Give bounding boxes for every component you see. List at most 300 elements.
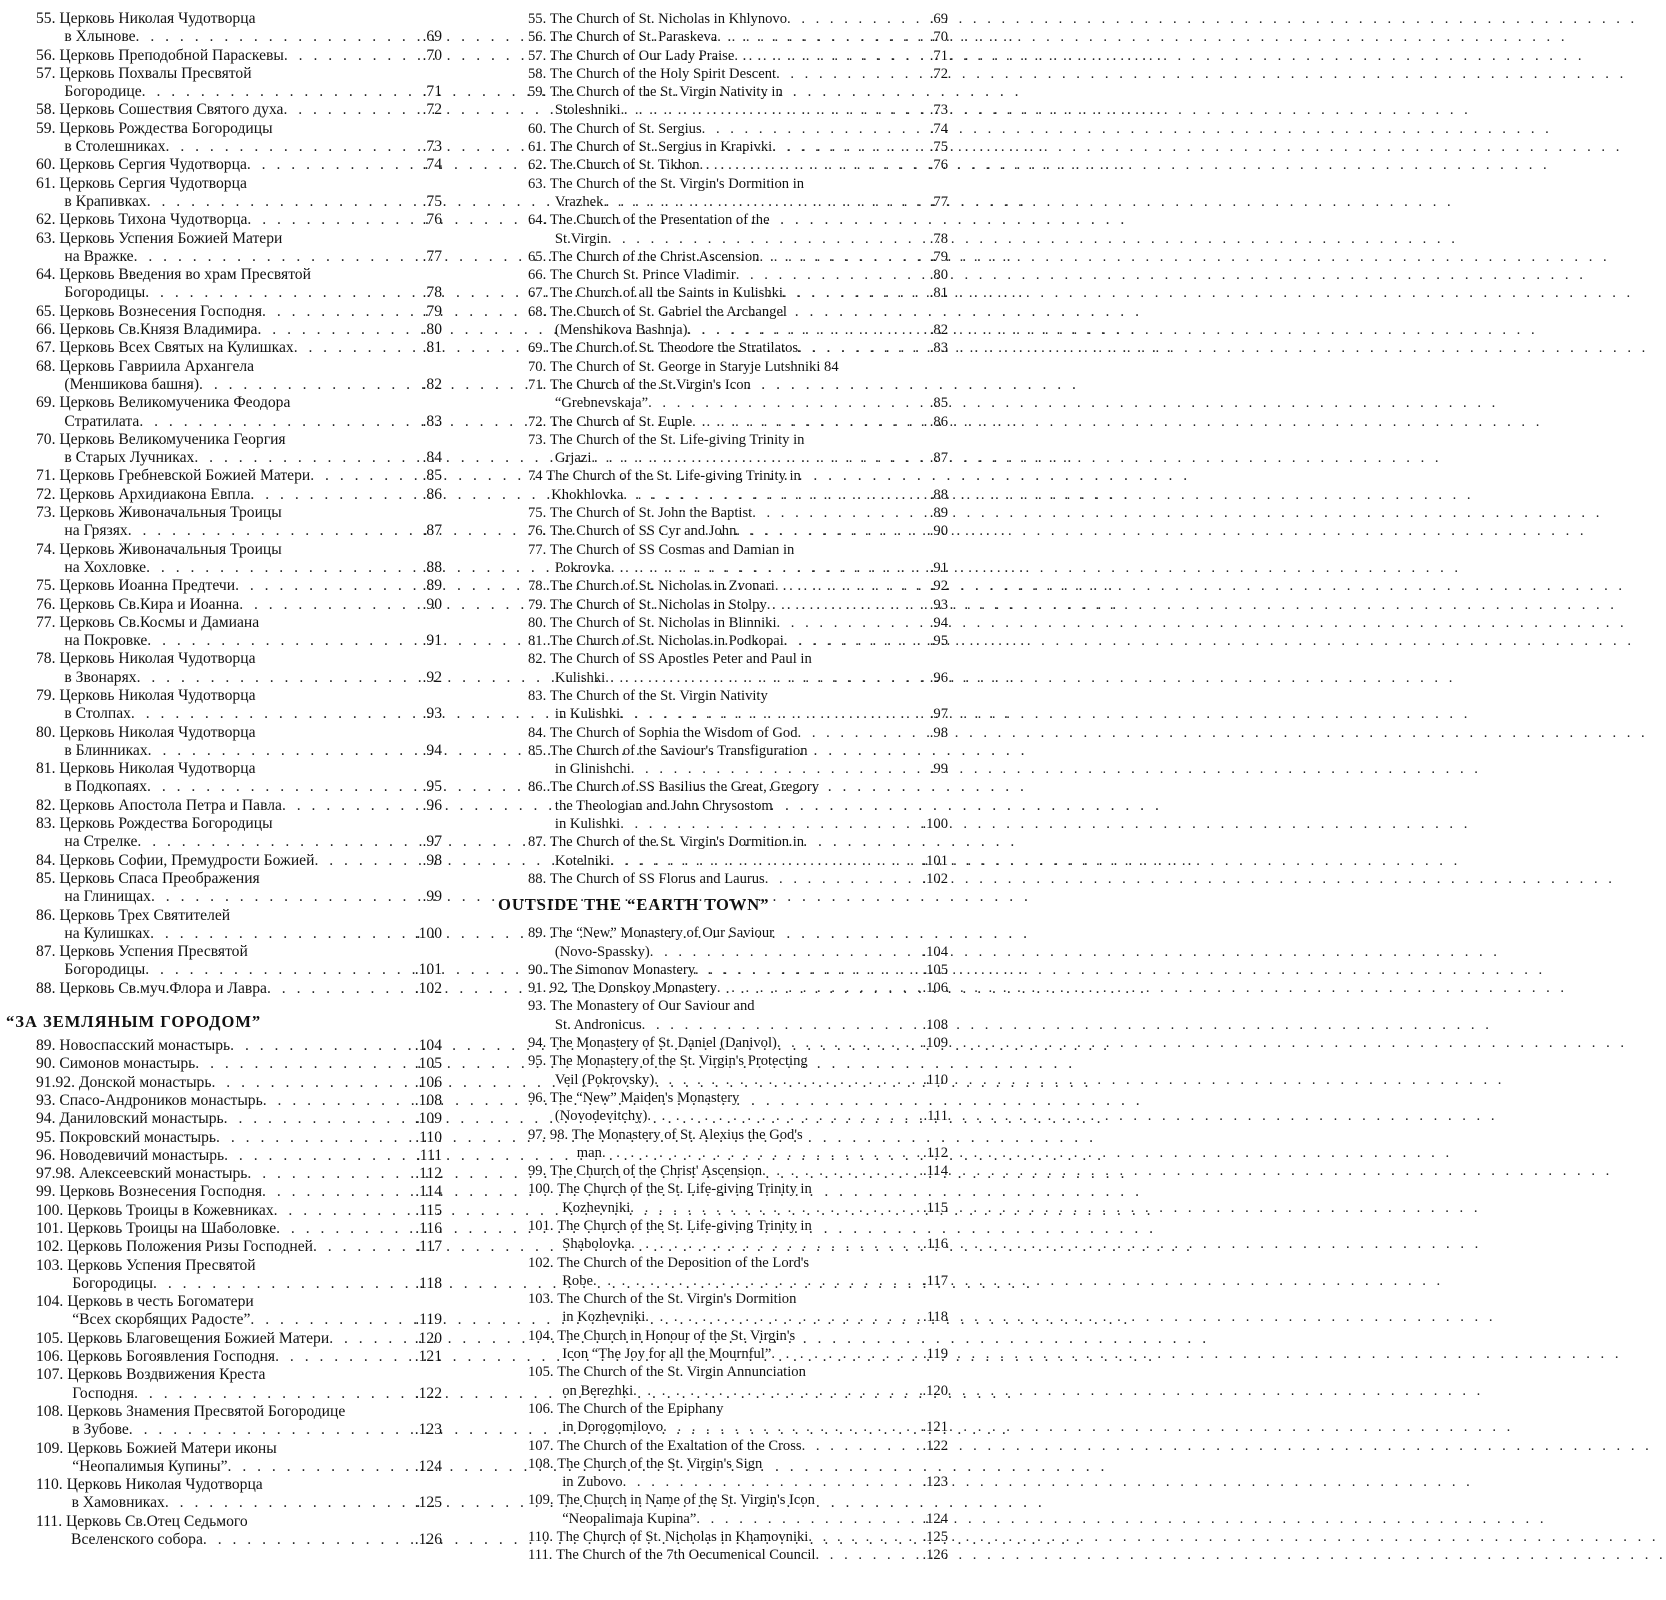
entry-title: Церковь Николая Чудотворца xyxy=(59,686,256,704)
toc-entry-line xyxy=(528,724,948,742)
toc-entry-line xyxy=(528,248,948,266)
entry-number: 61. xyxy=(528,139,547,156)
entry-title: The Church of the 7th Oecumenical Council xyxy=(556,1547,816,1564)
entry-number: 106. xyxy=(36,1348,64,1366)
toc-entry xyxy=(36,1330,442,1348)
toc-entry xyxy=(36,980,442,998)
entry-number: 55. xyxy=(528,11,547,27)
entry-title: Стратилата xyxy=(64,412,140,430)
entry-number: 57. xyxy=(36,64,56,82)
entry-number: 65. xyxy=(36,302,56,320)
entry-number: 106. xyxy=(528,1400,554,1417)
toc-entry-line xyxy=(528,924,948,942)
dot-leader xyxy=(263,1092,414,1110)
toc-entry xyxy=(528,65,948,83)
toc-entry xyxy=(528,778,948,833)
dot-leader xyxy=(593,1272,922,1290)
dot-leader xyxy=(139,413,421,431)
entry-page-number: .114 xyxy=(923,1163,948,1180)
toc-entry-line xyxy=(36,1275,442,1293)
toc-entry xyxy=(36,47,442,65)
toc-entry-line xyxy=(528,1180,948,1198)
toc-entry xyxy=(528,1437,948,1455)
entry-title: Церковь Воздвижения Креста xyxy=(67,1366,266,1384)
toc-entry xyxy=(528,650,948,687)
entry-title: The Church of the St. Virgin's Dormition xyxy=(557,1291,797,1308)
entry-title: Церковь Положения Ризы Господней xyxy=(67,1238,313,1256)
toc-entry-line xyxy=(528,1016,948,1034)
entry-page-number: .77 xyxy=(929,193,948,210)
toc-entry-line xyxy=(528,449,948,467)
entry-title: Церковь Знамения Пресвятой Богородице xyxy=(67,1402,346,1420)
entry-number: 105. xyxy=(36,1329,64,1347)
entry-number: 87. xyxy=(528,834,547,851)
entry-title: The Church of the Epiphany xyxy=(557,1400,724,1417)
entry-title: Симонов монастырь xyxy=(59,1055,196,1073)
entry-title: The Church of the St. Life-giving Trinity in xyxy=(546,468,801,485)
toc-entry xyxy=(36,358,442,395)
entry-page-number: .100 xyxy=(922,816,948,833)
toc-entry-line xyxy=(36,339,442,357)
entry-page-number: .82 xyxy=(422,375,442,393)
toc-entry xyxy=(528,467,948,504)
entry-title: Церковь Живоначальныя Троицы xyxy=(59,540,282,558)
toc-entry xyxy=(36,1092,442,1110)
dot-leader xyxy=(129,1421,414,1439)
toc-entry xyxy=(528,1491,948,1528)
entry-title: The Church of the Saviour's Transfiguration xyxy=(549,742,808,759)
entry-page-number: .90 xyxy=(422,595,442,613)
entry-number: 73. xyxy=(528,431,547,448)
toc-entry-line xyxy=(36,632,442,650)
toc-entry-line xyxy=(528,596,948,614)
toc-entry-line xyxy=(36,833,442,851)
toc-entry xyxy=(36,321,442,339)
dot-leader xyxy=(145,961,413,979)
dot-leader xyxy=(591,449,928,467)
toc-entry-line xyxy=(528,742,948,760)
entry-page-number: .101 xyxy=(414,961,442,979)
dot-leader xyxy=(224,1110,414,1128)
entry-page-number: .114 xyxy=(415,1183,442,1201)
entry-number: 68. xyxy=(36,357,56,375)
entry-page-number: .73 xyxy=(929,102,948,119)
toc-entry xyxy=(528,211,948,248)
entry-title: The Church of St. Sergius in Krapivki xyxy=(549,139,773,156)
entry-page-number: .118 xyxy=(415,1274,442,1292)
toc-entry xyxy=(528,303,948,340)
dot-leader xyxy=(642,1016,922,1034)
entry-title: Церковь Похвалы Пресвятой xyxy=(59,64,252,82)
toc-entry-line xyxy=(36,1440,442,1458)
entry-title: Церковь Апостола Петра и Павла xyxy=(59,796,282,814)
entry-number: 102. xyxy=(528,1254,554,1271)
entry-page-number: .95 xyxy=(422,778,442,796)
toc-entry-line xyxy=(528,321,948,339)
entry-title: Церковь Великомученика Феодора xyxy=(59,394,291,412)
toc-entry xyxy=(528,1455,948,1492)
entry-number: 84. xyxy=(36,851,56,869)
entry-page-number: .89 xyxy=(929,505,948,522)
entry-title: The Church of Sophia the Wisdom of God xyxy=(549,724,798,741)
entry-title: The Church of St. George in Staryje Lutshniki 84 xyxy=(549,358,839,375)
entry-title: Богородицы xyxy=(64,284,146,302)
toc-entry xyxy=(528,504,948,522)
english-column xyxy=(498,10,948,1565)
entry-title: Церковь Великомученика Георгия xyxy=(59,430,286,448)
toc-entry-line xyxy=(36,559,442,577)
entry-title: in Kozhevniki xyxy=(562,1309,646,1326)
dot-leader xyxy=(798,339,929,357)
toc-entry-line xyxy=(36,175,442,193)
toc-entry-line xyxy=(36,376,442,394)
entry-page-number: .102 xyxy=(922,870,948,887)
entry-number: 95. xyxy=(528,1053,547,1070)
entry-page-number: .110 xyxy=(415,1128,442,1146)
entry-title: Pokrovka xyxy=(554,559,611,576)
toc-entry xyxy=(36,1238,442,1256)
toc-entry xyxy=(36,1440,442,1477)
toc-entry xyxy=(36,650,442,687)
dot-leader xyxy=(284,47,422,65)
toc-entry xyxy=(528,83,948,120)
dot-leader xyxy=(776,65,929,83)
entry-page-number: .80 xyxy=(422,321,442,339)
entry-number: 63. xyxy=(36,229,56,247)
toc-entry-line xyxy=(36,943,442,961)
entry-number: 107. xyxy=(528,1437,554,1454)
toc-entry-line xyxy=(36,1385,442,1403)
toc-entry xyxy=(528,924,948,961)
toc-entry xyxy=(528,120,948,138)
toc-entry xyxy=(36,65,442,102)
entry-number: 99. xyxy=(36,1183,56,1201)
entry-page-number: .98 xyxy=(422,851,442,869)
toc-entry xyxy=(528,10,948,28)
entry-title: на Покровке xyxy=(64,632,148,650)
english-section-heading: OUTSIDE THE “EARTH TOWN” xyxy=(498,895,770,915)
toc-entry-line xyxy=(528,1327,948,1345)
entry-title: Grjazi xyxy=(554,450,592,467)
toc-entry xyxy=(36,230,442,267)
toc-entry-line xyxy=(36,1531,442,1549)
entry-title: Церковь Гребневской Божией Матери xyxy=(59,467,311,485)
toc-entry-line xyxy=(528,979,948,997)
dot-leader xyxy=(199,376,421,394)
entry-number: 73. xyxy=(36,504,56,522)
toc-entry-line xyxy=(36,1202,442,1220)
entry-number: 71. xyxy=(36,467,56,485)
toc-entry xyxy=(36,1147,442,1165)
entry-page-number: .99 xyxy=(422,888,442,906)
entry-page-number: .117 xyxy=(415,1238,442,1256)
toc-entry-line xyxy=(36,1110,442,1128)
entry-title: The Church St. Prince Vladimir xyxy=(549,267,736,284)
entry-number: 56. xyxy=(528,29,547,46)
dot-leader xyxy=(282,797,422,815)
toc-entry-line xyxy=(528,997,948,1015)
toc-entry-line xyxy=(528,797,948,815)
dot-leader xyxy=(313,1238,414,1256)
entry-page-number: .76 xyxy=(422,211,442,229)
dot-leader xyxy=(137,669,422,687)
entry-title: The Church in Honour of the St. Virgin's xyxy=(557,1327,796,1344)
entry-page-number: .111 xyxy=(415,1146,442,1164)
entry-title: Церковь Троицы на Шаболовке xyxy=(67,1220,277,1237)
dot-leader xyxy=(314,852,421,870)
entry-number: 91. 92. xyxy=(528,980,569,997)
entry-page-number: .77 xyxy=(422,247,442,265)
entry-title: Церковь Сергия Чудотворца xyxy=(59,156,247,174)
toc-entry xyxy=(528,1126,948,1163)
entry-page-number: .109 xyxy=(414,1110,442,1128)
dot-leader xyxy=(247,211,421,229)
toc-entry xyxy=(36,394,442,431)
dot-leader xyxy=(645,1308,922,1326)
entry-title: The Church of SS Basilius the Great, Gregory xyxy=(549,779,820,796)
entry-number: 70. xyxy=(36,430,56,448)
toc-entry-line xyxy=(528,339,948,357)
toc-entry xyxy=(528,47,948,65)
entry-number: 83. xyxy=(528,687,547,704)
toc-entry-line xyxy=(528,1400,948,1418)
toc-entry xyxy=(36,1165,442,1183)
entry-page-number: .87 xyxy=(422,522,442,540)
dot-leader xyxy=(772,138,929,156)
toc-entry-line xyxy=(36,1074,442,1092)
entry-number: 82. xyxy=(36,796,56,814)
entry-title: “Neopalimaja Kupina” xyxy=(562,1510,697,1527)
dot-leader xyxy=(623,486,928,504)
entry-number: 84. xyxy=(528,724,547,741)
dot-leader xyxy=(195,1055,413,1073)
toc-entry xyxy=(528,1254,948,1291)
entry-title: Церковь Николая Чудотворца xyxy=(59,760,256,778)
entry-number: 100. xyxy=(36,1201,64,1219)
entry-title: на Хохловке xyxy=(64,558,147,576)
entry-page-number: .116 xyxy=(923,1236,948,1253)
entry-page-number: .115 xyxy=(923,1199,948,1216)
entry-title: The Church of the Christ Ascension xyxy=(549,248,760,265)
toc-entry-line xyxy=(528,175,948,193)
entry-number: 65. xyxy=(528,248,547,265)
entry-title: Церковь Успения Божией Матери xyxy=(59,229,283,247)
entry-title: The “New” Monastery of Our Saviour xyxy=(549,925,775,942)
entry-number: 104. xyxy=(528,1327,554,1344)
russian-entries-b xyxy=(36,1037,442,1549)
dot-leader xyxy=(752,504,929,522)
dot-leader xyxy=(267,980,414,998)
entry-page-number: .112 xyxy=(923,1144,948,1161)
toc-entry xyxy=(528,376,948,413)
entry-title: Церковь Рождества Богородицы xyxy=(59,815,273,833)
entry-page-number: .70 xyxy=(422,46,442,64)
entry-page-number: .96 xyxy=(929,669,948,686)
entry-number: 101. xyxy=(528,1218,554,1234)
toc-entry xyxy=(36,431,442,468)
toc-entry-line xyxy=(528,1217,948,1235)
toc-entry xyxy=(36,156,442,174)
entry-title: The Church of the St.Virgin's Icon xyxy=(549,376,751,393)
entry-page-number: .106 xyxy=(922,980,948,997)
entry-number: 100. xyxy=(528,1181,554,1198)
entry-title: в Блинниках xyxy=(64,741,148,759)
toc-entry xyxy=(36,577,442,595)
toc-entry-line xyxy=(528,156,948,174)
entry-number: 74. xyxy=(36,540,56,558)
toc-entry-line xyxy=(528,705,948,723)
toc-entry xyxy=(36,1183,442,1201)
entry-number: 72. xyxy=(36,485,56,503)
entry-title: Церковь Преподобной Параскевы xyxy=(59,46,284,64)
entry-page-number: .87 xyxy=(929,450,948,467)
toc-entry-line xyxy=(528,431,948,449)
entry-number: 108. xyxy=(36,1402,64,1420)
toc-entry-line xyxy=(528,577,948,595)
entry-page-number: .86 xyxy=(929,413,948,430)
entry-number: 90. xyxy=(36,1055,56,1073)
entry-title: Robe xyxy=(562,1272,594,1289)
dot-leader xyxy=(239,596,421,614)
entry-page-number: .83 xyxy=(422,412,442,430)
entry-title: The Church of the St. Life-giving Trinity in xyxy=(557,1181,812,1198)
entry-number: 107. xyxy=(36,1366,64,1384)
toc-entry-line xyxy=(528,47,948,65)
entry-title: Донской монастырь xyxy=(78,1073,212,1091)
dot-leader xyxy=(147,632,421,650)
entry-number: 109. xyxy=(528,1492,554,1509)
dot-leader xyxy=(194,449,421,467)
dot-leader xyxy=(787,10,929,28)
dot-leader xyxy=(294,339,422,357)
toc-entry-line xyxy=(36,10,442,28)
entry-title: в Столпах xyxy=(64,705,131,723)
toc-entry-line xyxy=(36,1220,442,1238)
entry-title: Kozhevniki xyxy=(562,1199,631,1216)
toc-entry-line xyxy=(36,449,442,467)
entry-title: The Church of the St. Virgin Nativity in xyxy=(549,84,783,101)
toc-entry-line xyxy=(528,870,948,888)
entry-page-number: .89 xyxy=(422,577,442,595)
entry-page-number: .88 xyxy=(929,486,948,503)
toc-entry-line xyxy=(36,120,442,138)
entry-page-number: .123 xyxy=(922,1474,948,1491)
toc-entry-line xyxy=(36,1494,442,1512)
toc-entry-line xyxy=(528,1382,948,1400)
dot-leader xyxy=(216,1129,414,1147)
entry-number: 88. xyxy=(528,870,547,887)
toc-entry-line xyxy=(36,1513,442,1531)
dot-leader xyxy=(620,815,921,833)
toc-entry-line xyxy=(528,1528,948,1546)
entry-page-number: .72 xyxy=(422,101,442,119)
toc-entry xyxy=(36,815,442,852)
dot-leader xyxy=(146,559,421,577)
toc-entry xyxy=(36,175,442,212)
entry-number: 86. xyxy=(528,779,547,796)
entry-number: 66. xyxy=(528,267,547,284)
entry-page-number: .84 xyxy=(422,449,442,467)
toc-entry xyxy=(528,577,948,595)
toc-entry-line xyxy=(528,1199,948,1217)
entry-number: 63. xyxy=(528,175,547,192)
entry-page-number: .122 xyxy=(414,1384,442,1402)
dot-leader xyxy=(783,284,929,302)
toc-entry-line xyxy=(528,1473,948,1491)
toc-entry-line xyxy=(528,376,948,394)
entry-title: The Church of Our Lady Praise xyxy=(549,47,735,64)
entry-number: 81. xyxy=(36,760,56,778)
entry-title: Церковь Николая Чудотворца xyxy=(59,723,256,741)
toc-entry-line xyxy=(36,522,442,540)
entry-title: on Berezhki xyxy=(562,1382,634,1399)
toc-entry-line xyxy=(36,358,442,376)
entry-page-number: .115 xyxy=(415,1201,442,1219)
entry-title: Khokhlovka xyxy=(551,486,624,503)
toc-entry-line xyxy=(36,303,442,321)
toc-entry-line xyxy=(36,742,442,760)
toc-entry-line xyxy=(36,705,442,723)
toc-entry xyxy=(36,1403,442,1440)
toc-entry-line xyxy=(36,614,442,632)
entry-title: Церковь Тихона Чудотворца xyxy=(59,211,248,229)
entry-page-number: .79 xyxy=(422,302,442,320)
entry-number: 93. xyxy=(528,998,547,1015)
entry-title: Церковь в честь Богоматери xyxy=(67,1293,254,1311)
toc-entry xyxy=(528,522,948,540)
entry-page-number: .119 xyxy=(923,1346,948,1363)
dot-leader xyxy=(274,1202,415,1220)
dot-leader xyxy=(623,1473,922,1491)
entry-title: The Simonov Monastery xyxy=(549,961,696,978)
entry-number: 104. xyxy=(36,1293,64,1311)
entry-number: 95. xyxy=(36,1128,56,1146)
entry-title: The Monastery of St. Daniel (Danivol) xyxy=(549,1035,777,1052)
toc-entry xyxy=(36,852,442,870)
entry-page-number: .121 xyxy=(922,1419,948,1436)
entry-title: Церковь Вознесения Господня xyxy=(59,1183,263,1201)
toc-entry-line xyxy=(36,760,442,778)
toc-entry-line xyxy=(36,1238,442,1256)
entry-number: 58. xyxy=(528,65,547,82)
russian-section-heading: “ЗА ЗЕМЛЯНЫМ ГОРОДОМ” xyxy=(6,1012,262,1032)
toc-entry xyxy=(36,10,442,47)
toc-entry-line xyxy=(528,138,948,156)
entry-title: Покровский монастырь xyxy=(59,1128,217,1146)
entry-title: Icon “The Joy for all the Mournful” xyxy=(562,1346,772,1363)
entry-title: Церковь Николая Чудотворца xyxy=(59,650,256,668)
toc-entry-line xyxy=(36,431,442,449)
entry-title: The Church of St. Gabriel the Archangel xyxy=(549,303,787,320)
entry-page-number: .85 xyxy=(929,395,948,412)
dot-leader xyxy=(603,193,928,211)
russian-column xyxy=(6,10,442,1549)
entry-page-number: .88 xyxy=(422,558,442,576)
toc-entry-line xyxy=(36,138,442,156)
entry-title: The Church of SS Cosmas and Damian in xyxy=(549,541,795,558)
toc-entry-line xyxy=(36,1293,442,1311)
entry-title: Даниловский монастырь xyxy=(59,1110,224,1128)
entry-page-number: .116 xyxy=(415,1220,442,1237)
toc-entry xyxy=(528,413,948,431)
dot-leader xyxy=(654,1071,922,1089)
toc-entry-line xyxy=(528,120,948,138)
entry-title: The Church of St. Nicholas in Podkopai xyxy=(549,633,784,650)
toc-entry xyxy=(528,28,948,46)
entry-title: (Novodevitchy) xyxy=(554,1108,648,1125)
toc-entry-line xyxy=(528,1418,948,1436)
toc-entry-line xyxy=(528,358,948,376)
